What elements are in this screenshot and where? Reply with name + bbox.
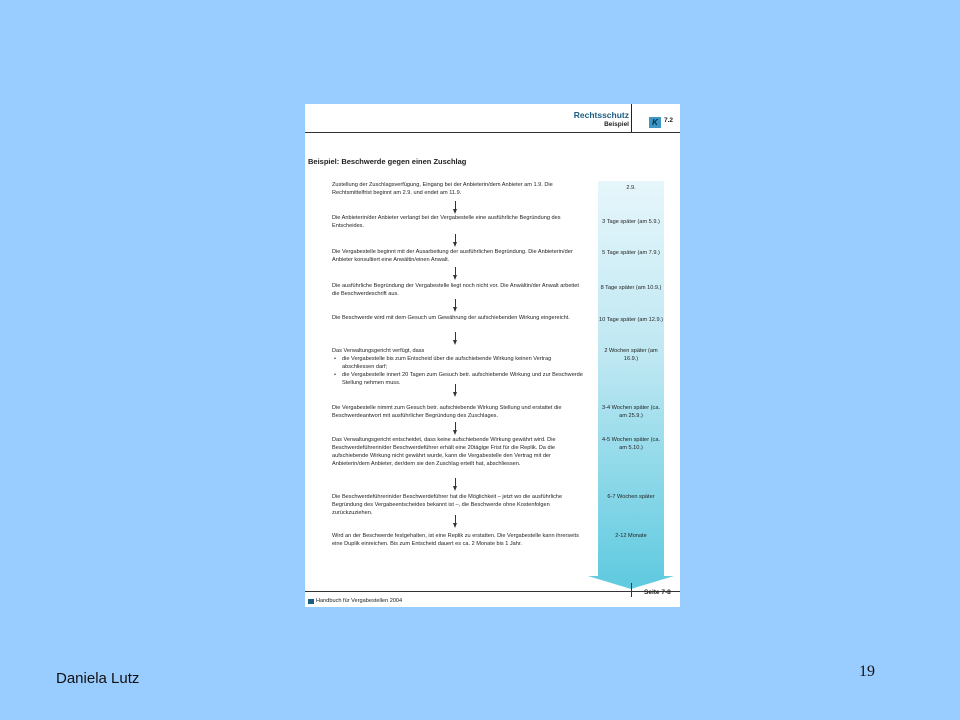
- step-time: 2.9.: [626, 185, 636, 191]
- step-text: [332, 314, 584, 322]
- down-arrow-icon: [453, 234, 458, 247]
- book-icon: [308, 599, 314, 604]
- footer-divider: [631, 583, 632, 597]
- document-title: Beispiel: Beschwerde gegen einen Zuschlag: [308, 157, 467, 166]
- step-text: [332, 214, 584, 230]
- slide-number: 19: [859, 663, 875, 680]
- chapter-badge: K: [649, 117, 661, 128]
- down-arrow-icon: [453, 267, 458, 280]
- down-arrow-icon: [453, 515, 458, 528]
- step-time: 6-7 Wochen später: [607, 494, 655, 500]
- book-title: Handbuch für Vergabestellen 2004: [316, 598, 403, 604]
- down-arrow-icon: [453, 422, 458, 435]
- section-title: Rechtsschutz: [573, 110, 629, 120]
- footer-rule: [305, 591, 680, 592]
- step-text: [332, 532, 584, 548]
- step-description: Wird an der Beschwerde festgehalten, ist eine Replik zu erstatten. Die Vergabestelle kann ihrerseits eine Duplik einreichen. Bis zum Entscheid dauert es ca. 2 Monate bis 1 Jahr.: [332, 533, 579, 547]
- step-description: Das Verwaltungsgericht verfügt, dass: [332, 348, 425, 354]
- step-text: [332, 404, 584, 420]
- down-arrow-icon: [453, 299, 458, 312]
- step-description: Die Vergabestelle nimmt zum Gesuch betr. aufschiebende Wirkung Stellung und erstattet die Beschwerdeantwort mit ausführlicher Begründung des Zuschlages.: [332, 405, 562, 419]
- down-arrow-icon: [453, 384, 458, 397]
- step-description: Zustellung der Zuschlagsverfügung, Eingang bei der Anbieterin/dem Anbieter am 1.9. Die Rechtsmittelfrist beginnt am 2.9. und endet am 11.9.: [332, 182, 553, 196]
- step-time: 10 Tage später (am 12.9.): [599, 317, 663, 323]
- section-subtitle: Beispiel: [604, 121, 629, 128]
- step-bullet: • die Vergabestelle bis zum Entscheid über die aufschiebende Wirkung keinen Vertrag abschliessen darf;: [342, 355, 584, 371]
- down-arrow-icon: [453, 332, 458, 345]
- step-description: Die Beschwerdeführerin/der Beschwerdeführer hat die Möglichkeit – jetzt wo die ausführliche Begründung des Vergabeentscheides bekannt ist –, die Beschwerde ohne Kostenfolgen zurückzuziehen.: [332, 494, 563, 516]
- header-divider: [631, 104, 632, 132]
- step-time: 4-5 Wochen später (ca. am 5.10.): [601, 437, 661, 451]
- step-text: [332, 282, 584, 298]
- step-time: 2-12 Monate: [615, 533, 647, 539]
- author-name: Daniela Lutz: [56, 670, 140, 687]
- document-page: [305, 104, 680, 607]
- step-time: 3-4 Wochen später (ca. am 25.9.): [601, 405, 661, 419]
- header-rule: [305, 132, 680, 133]
- section-number: 7.2: [664, 117, 674, 124]
- step-text: [332, 181, 584, 197]
- step-description: Die ausführliche Begründung der Vergabestelle liegt noch nicht vor. Die Anwältin/der Anwalt arbeitet die Beschwerdeschrift aus.: [332, 283, 579, 297]
- step-description: Das Verwaltungsgericht entscheidet, dass keine aufschiebende Wirkung gewährt wird. Die Beschwerdeführerin/der Beschwerdeführer erhält eine 20tägige Frist für die Replik. Da die aufschiebende Wirkung nicht gewährt wurde, kann die Vergabestelle den Vertrag mit der Anbieterin/dem Anbieter, der/dem sie den Zuschlag erteilt hat, abschliessen.: [332, 437, 556, 467]
- step-time: 5 Tage später (am 7.9.): [602, 250, 660, 256]
- step-bullet: • die Vergabestelle innert 20 Tagen zum Gesuch betr. aufschiebende Wirkung und zur Beschwerde Stellung nehmen muss.: [342, 371, 584, 387]
- down-arrow-icon: [453, 201, 458, 214]
- page-number: Seite 7-8: [644, 589, 671, 596]
- timeline-band: [598, 181, 664, 578]
- step-time: 8 Tage später (am 10.9.): [600, 285, 662, 291]
- step-bullets: [332, 355, 584, 387]
- down-arrow-icon: [453, 478, 458, 491]
- step-text: [332, 248, 584, 264]
- step-description: Die Vergabestelle beginnt mit der Ausarbeitung der ausführlichen Begründung. Die Anbieterin/der Anbieter konsultiert eine Anwältin/einen Anwalt.: [332, 249, 573, 263]
- step-text: [332, 347, 584, 387]
- step-time: 3 Tage später (am 5.9.): [602, 219, 660, 225]
- step-description: Die Anbieterin/der Anbieter verlangt bei der Vergabestelle eine ausführliche Begründung des Entscheides.: [332, 215, 561, 229]
- step-description: Die Beschwerde wird mit dem Gesuch um Gewährung der aufschiebenden Wirkung eingereicht.: [332, 315, 570, 321]
- step-text: [332, 493, 584, 517]
- step-time: 2 Wochen später (am 16.9.): [604, 348, 658, 362]
- step-text: [332, 436, 584, 468]
